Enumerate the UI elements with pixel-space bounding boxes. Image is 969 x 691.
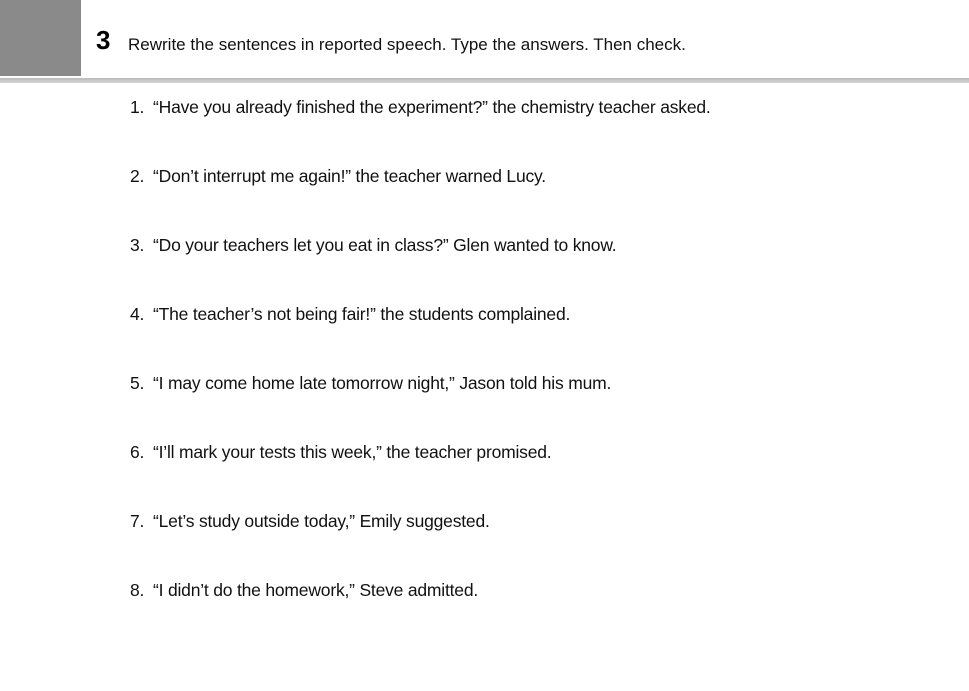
question-list — [130, 95, 711, 647]
question-item — [130, 233, 711, 302]
question-item — [130, 95, 711, 164]
question-number: 5. — [130, 373, 145, 393]
question-item — [130, 164, 711, 233]
question-text: “The teacher’s not being fair!” the students complained. — [153, 304, 571, 324]
question-text: “Have you already finished the experiment?” the chemistry teacher asked. — [153, 97, 711, 117]
question-text: “I’ll mark your tests this week,” the teacher promised. — [153, 442, 552, 462]
question-item — [130, 371, 711, 440]
question-text: “I may come home late tomorrow night,” Jason told his mum. — [153, 373, 612, 393]
question-item — [130, 302, 711, 371]
question-text: “Do your teachers let you eat in class?” Glen wanted to know. — [153, 235, 617, 255]
question-number: 2. — [130, 166, 145, 186]
question-number: 1. — [130, 97, 145, 117]
exercise-instruction: Rewrite the sentences in reported speech. Type the answers. Then check. — [128, 35, 686, 54]
question-number: 3. — [130, 235, 145, 255]
question-item — [130, 509, 711, 578]
question-item — [130, 440, 711, 509]
question-text: “Let’s study outside today,” Emily suggested. — [153, 511, 490, 531]
header-divider — [0, 78, 969, 83]
question-number: 4. — [130, 304, 145, 324]
question-item — [130, 578, 711, 647]
question-number: 7. — [130, 511, 145, 531]
question-text: “I didn’t do the homework,” Steve admitted. — [153, 580, 479, 600]
exercise-number: 3 — [96, 25, 111, 55]
header-corner-block — [0, 0, 81, 76]
question-number: 6. — [130, 442, 145, 462]
question-number: 8. — [130, 580, 145, 600]
question-text: “Don’t interrupt me again!” the teacher warned Lucy. — [153, 166, 546, 186]
